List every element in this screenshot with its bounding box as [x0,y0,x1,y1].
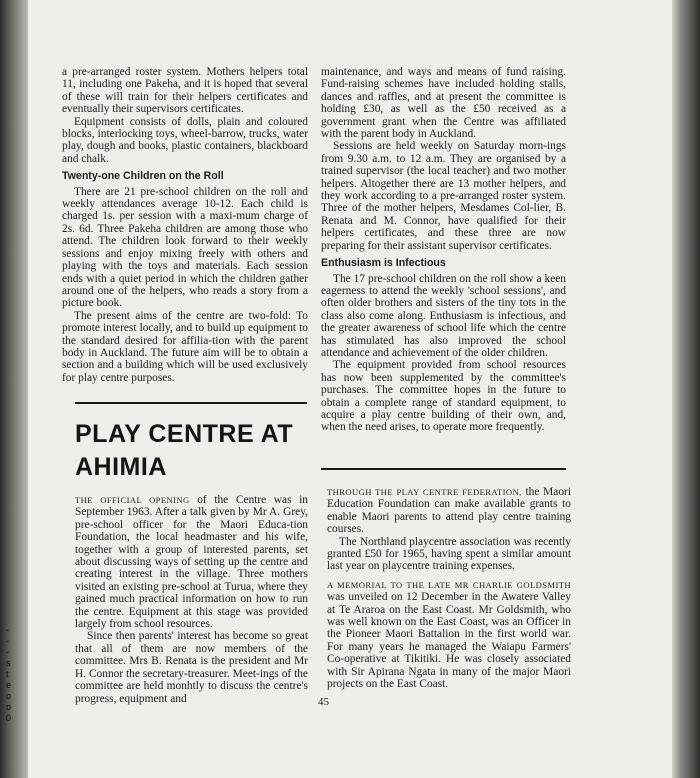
paragraph: Equipment consists of dolls, plain and coloured blocks, interlocking toys, wheel-barrow, trucks, water play, dough and books, plastic containers, blackboard and chalk. [62,115,308,165]
lead-in: A MEMORIAL TO THE LATE MR CHARLIE GOLDSMITH [327,579,571,590]
paragraph: The present aims of the centre are two-fold: To promote interest locally, and to build up equipment to the standard desired for affilia-tion with the parent body in Auckland. The future aim will be to obtain a section and a building which will be used exclusively for play centre purposes. [62,309,308,384]
paragraph [327,579,571,691]
paragraph: Since then parents' interest has become so great that all of them are now members of the committee. Mrs B. Renata is the president and Mr H. Connor the secretary-treasurer. Meet-ings of the committee are held monhtly to discuss the centre's progress, equipment and [75,630,308,705]
article-headline [75,418,305,484]
headline-line-1: PLAY CENTRE AT [75,420,294,448]
paragraph-text: the Maori Education Foundation can make available grants to enable Maori parents to attend play centre training courses. [327,486,571,536]
paragraph: The equipment provided from school resources has now been supplemented by the committee's purchases. The committee hopes in the future to obtain a complete range of standard equipment, to acquire a play centre building of their own, and, when the need arises, to operate more frequently. [321,359,566,434]
section-rule-right [321,468,566,470]
paragraph: The 17 pre-school children on the roll show a keen eagerness to attend the weekly 'school sessions', and often older brothers and sisters of the tiny tots in the class also come along. Enthusiasm is infectious, and the greater awareness of school life which the centre has stimulated has also improved the school attendance and achievement of the older children. [321,272,566,359]
paragraph-text: was unveiled on 12 December in the Awatere Valley at Te Araroa on the East Coast. Mr Goldsmith, who was well known on the East Coast, was an Officer in the Pioneer Maori Battalion in the first world war. For many years he managed the Waiapu Farmers' Co-operative at Tikitiki. He was closely associated with Sir Apirana Ngata in many of the major Maori projects on the East Coast. [327,591,571,691]
paragraph: The Northland playcentre association was recently granted £50 for 1965, having spent a similar amount last year on playcentre training expenses. [327,535,571,573]
paragraph [75,494,308,630]
paragraph-text: of the Centre was in September 1963. After a talk given by Mr A. Grey, pre-school officer for the Maori Educa-tion Foundation, the local headmaster and his wife, together with a group of interested parents, set about discussing ways of setting up the centre and creating interest in the village. Three mothers visited an existing pre-school at Turua, where they gained much practical information on how to run the centre. Equipment at this stage was provided largely from school resources. [75,494,308,631]
lead-in: THE OFFICIAL OPENING [75,495,190,505]
lead-in: THROUGH THE PLAY CENTRE FEDERATION, [327,487,522,497]
gutter-marks: - - - s t e o o 0 [6,625,12,723]
paragraph: maintenance, and ways and means of fund raising. Fund-raising schemes have included holding stalls, dances and raffles, and at present the committee is holding £30, as well as the £50 received as a government grant when the Centre was affiliated with the parent body in Auckland. [321,66,566,141]
page-number: 45 [318,696,329,708]
paragraph: a pre-arranged roster system. Mothers helpers total 11, including one Pakeha, and it is hoped that several of these will train for their helpers certificates and eventually their supervisors certificates. [62,66,308,116]
binding-gutter [0,0,28,778]
bottom-left-column [75,494,308,705]
headline-line-2: AHIMIA [75,453,167,481]
paragraph: Sessions are held weekly on Saturday morn-ings from 9.30 a.m. to 12 a.m. They are organised by a trained supervisor (the local teacher) and two mother helpers. Altogether there are 13 mother helpers, and they work according to a pre-arranged roster system. Three of the mother helpers, Mesdames Col-lier, B. Renata and M. Connor, have qualified for their helpers certificates, and these three are now preparing for their assistant supervisor certificates. [321,140,566,252]
page-edge-shadow [672,0,700,778]
paragraph [327,486,571,536]
subheading-roll: Twenty-one Children on the Roll [62,170,224,183]
top-right-column [321,66,566,434]
top-left-column [62,66,308,384]
subheading-enthusiasm: Enthusiasm is Infectious [321,257,446,270]
section-rule-left [75,402,307,404]
bottom-right-column [327,486,571,691]
paragraph: There are 21 pre-school children on the roll and weekly attendances average 10-12. Each child is charged 1s. per session with a maxi-mum charge of 2s. 6d. Three Pakeha children are among those who attend. The children look forward to their weekly sessions and enjoy mixing freely with others and playing with the toys and materials. Each session ends with a quiet period in which the children gather around one of the helpers, who reads a story from a picture book. [62,185,308,310]
